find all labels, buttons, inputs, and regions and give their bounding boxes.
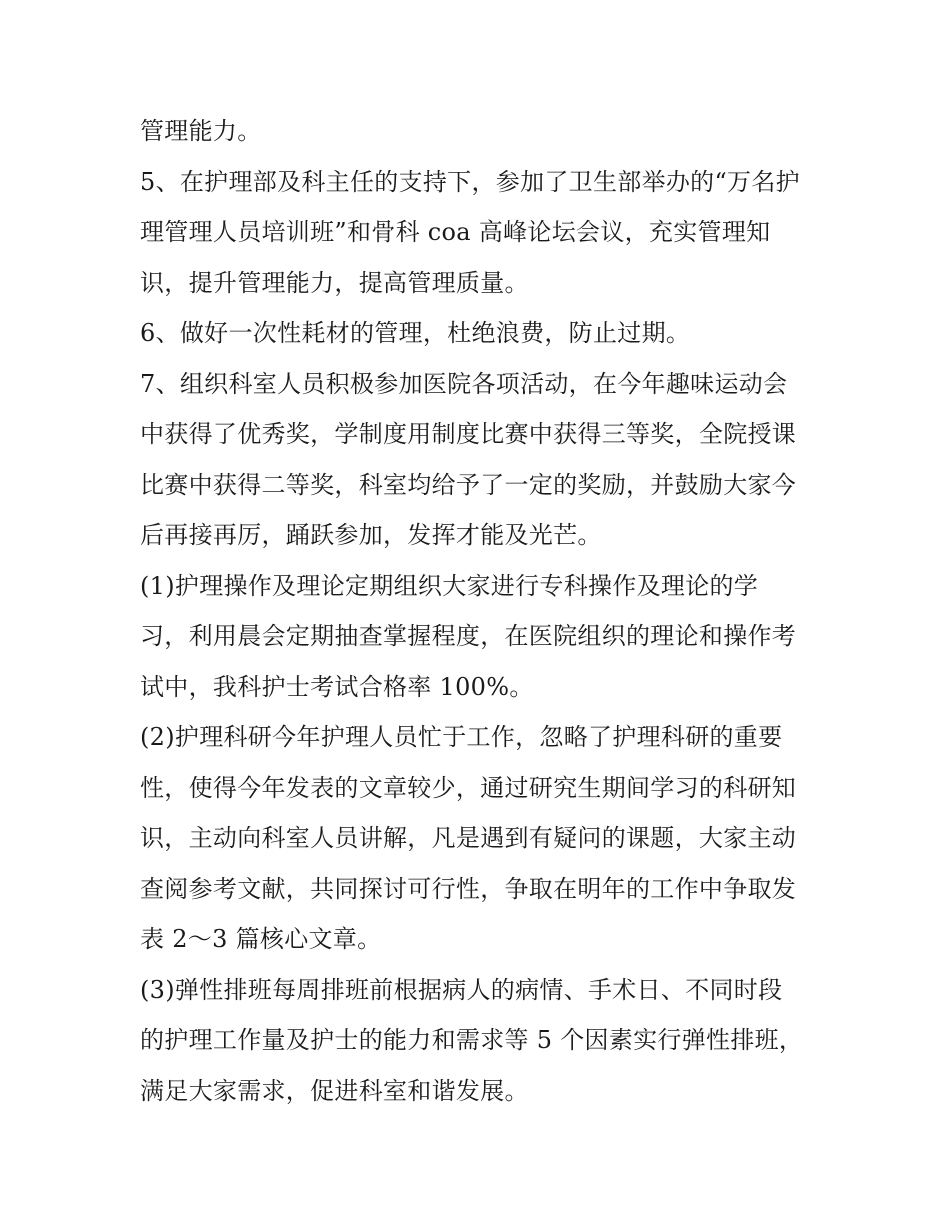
- text-line: 6、做好一次性耗材的管理，杜绝浪费，防止过期。: [140, 319, 691, 347]
- text-line: 性，使得今年发表的文章较少，通过研究生期间学习的科研知: [140, 773, 797, 802]
- text-line: 表 2～3 篇核心文章。: [140, 925, 382, 953]
- document-body: [140, 106, 820, 1116]
- text-line: (3)弹性排班每周排班前根据病人的病情、手术日、不同时段: [140, 975, 783, 1004]
- text-line: 的护理工作量及护士的能力和需求等 5 个因素实行弹性排班，: [140, 1026, 804, 1054]
- text-line: 理管理人员培训班”和骨科 coa 高峰论坛会议，充实管理知: [140, 218, 771, 246]
- text-line: 管理能力。: [140, 117, 262, 145]
- text-line: 查阅参考文献，共同探讨可行性，争取在明年的工作中争取发: [140, 874, 797, 903]
- text-line: 满足大家需求，促进科室和谐发展。: [140, 1076, 529, 1105]
- text-line: 7、组织科室人员积极参加医院各项活动，在今年趣味运动会: [140, 369, 788, 398]
- text-line: 中获得了优秀奖，学制度用制度比赛中获得三等奖，全院授课: [140, 420, 797, 448]
- text-line: 试中，我科护士考试合格率 100%。: [140, 672, 534, 701]
- text-line: (1)护理操作及理论定期组织大家进行专科操作及理论的学: [140, 571, 759, 600]
- text-line: 习，利用晨会定期抽查掌握程度，在医院组织的理论和操作考: [140, 622, 797, 650]
- text-line: 比赛中获得二等奖，科室均给予了一定的奖励，并鼓励大家今: [140, 470, 797, 499]
- text-line: 后再接再厉，踊跃参加，发挥才能及光芒。: [140, 521, 602, 549]
- text-line: 识，主动向科室人员讲解，凡是遇到有疑问的课题，大家主动: [140, 824, 797, 852]
- text-line: (2)护理科研今年护理人员忙于工作，忽略了护理科研的重要: [140, 723, 783, 751]
- text-line: 5、在护理部及科主任的支持下，参加了卫生部举办的“万名护: [140, 167, 800, 196]
- text-line: 识，提升管理能力，提高管理质量。: [140, 268, 529, 297]
